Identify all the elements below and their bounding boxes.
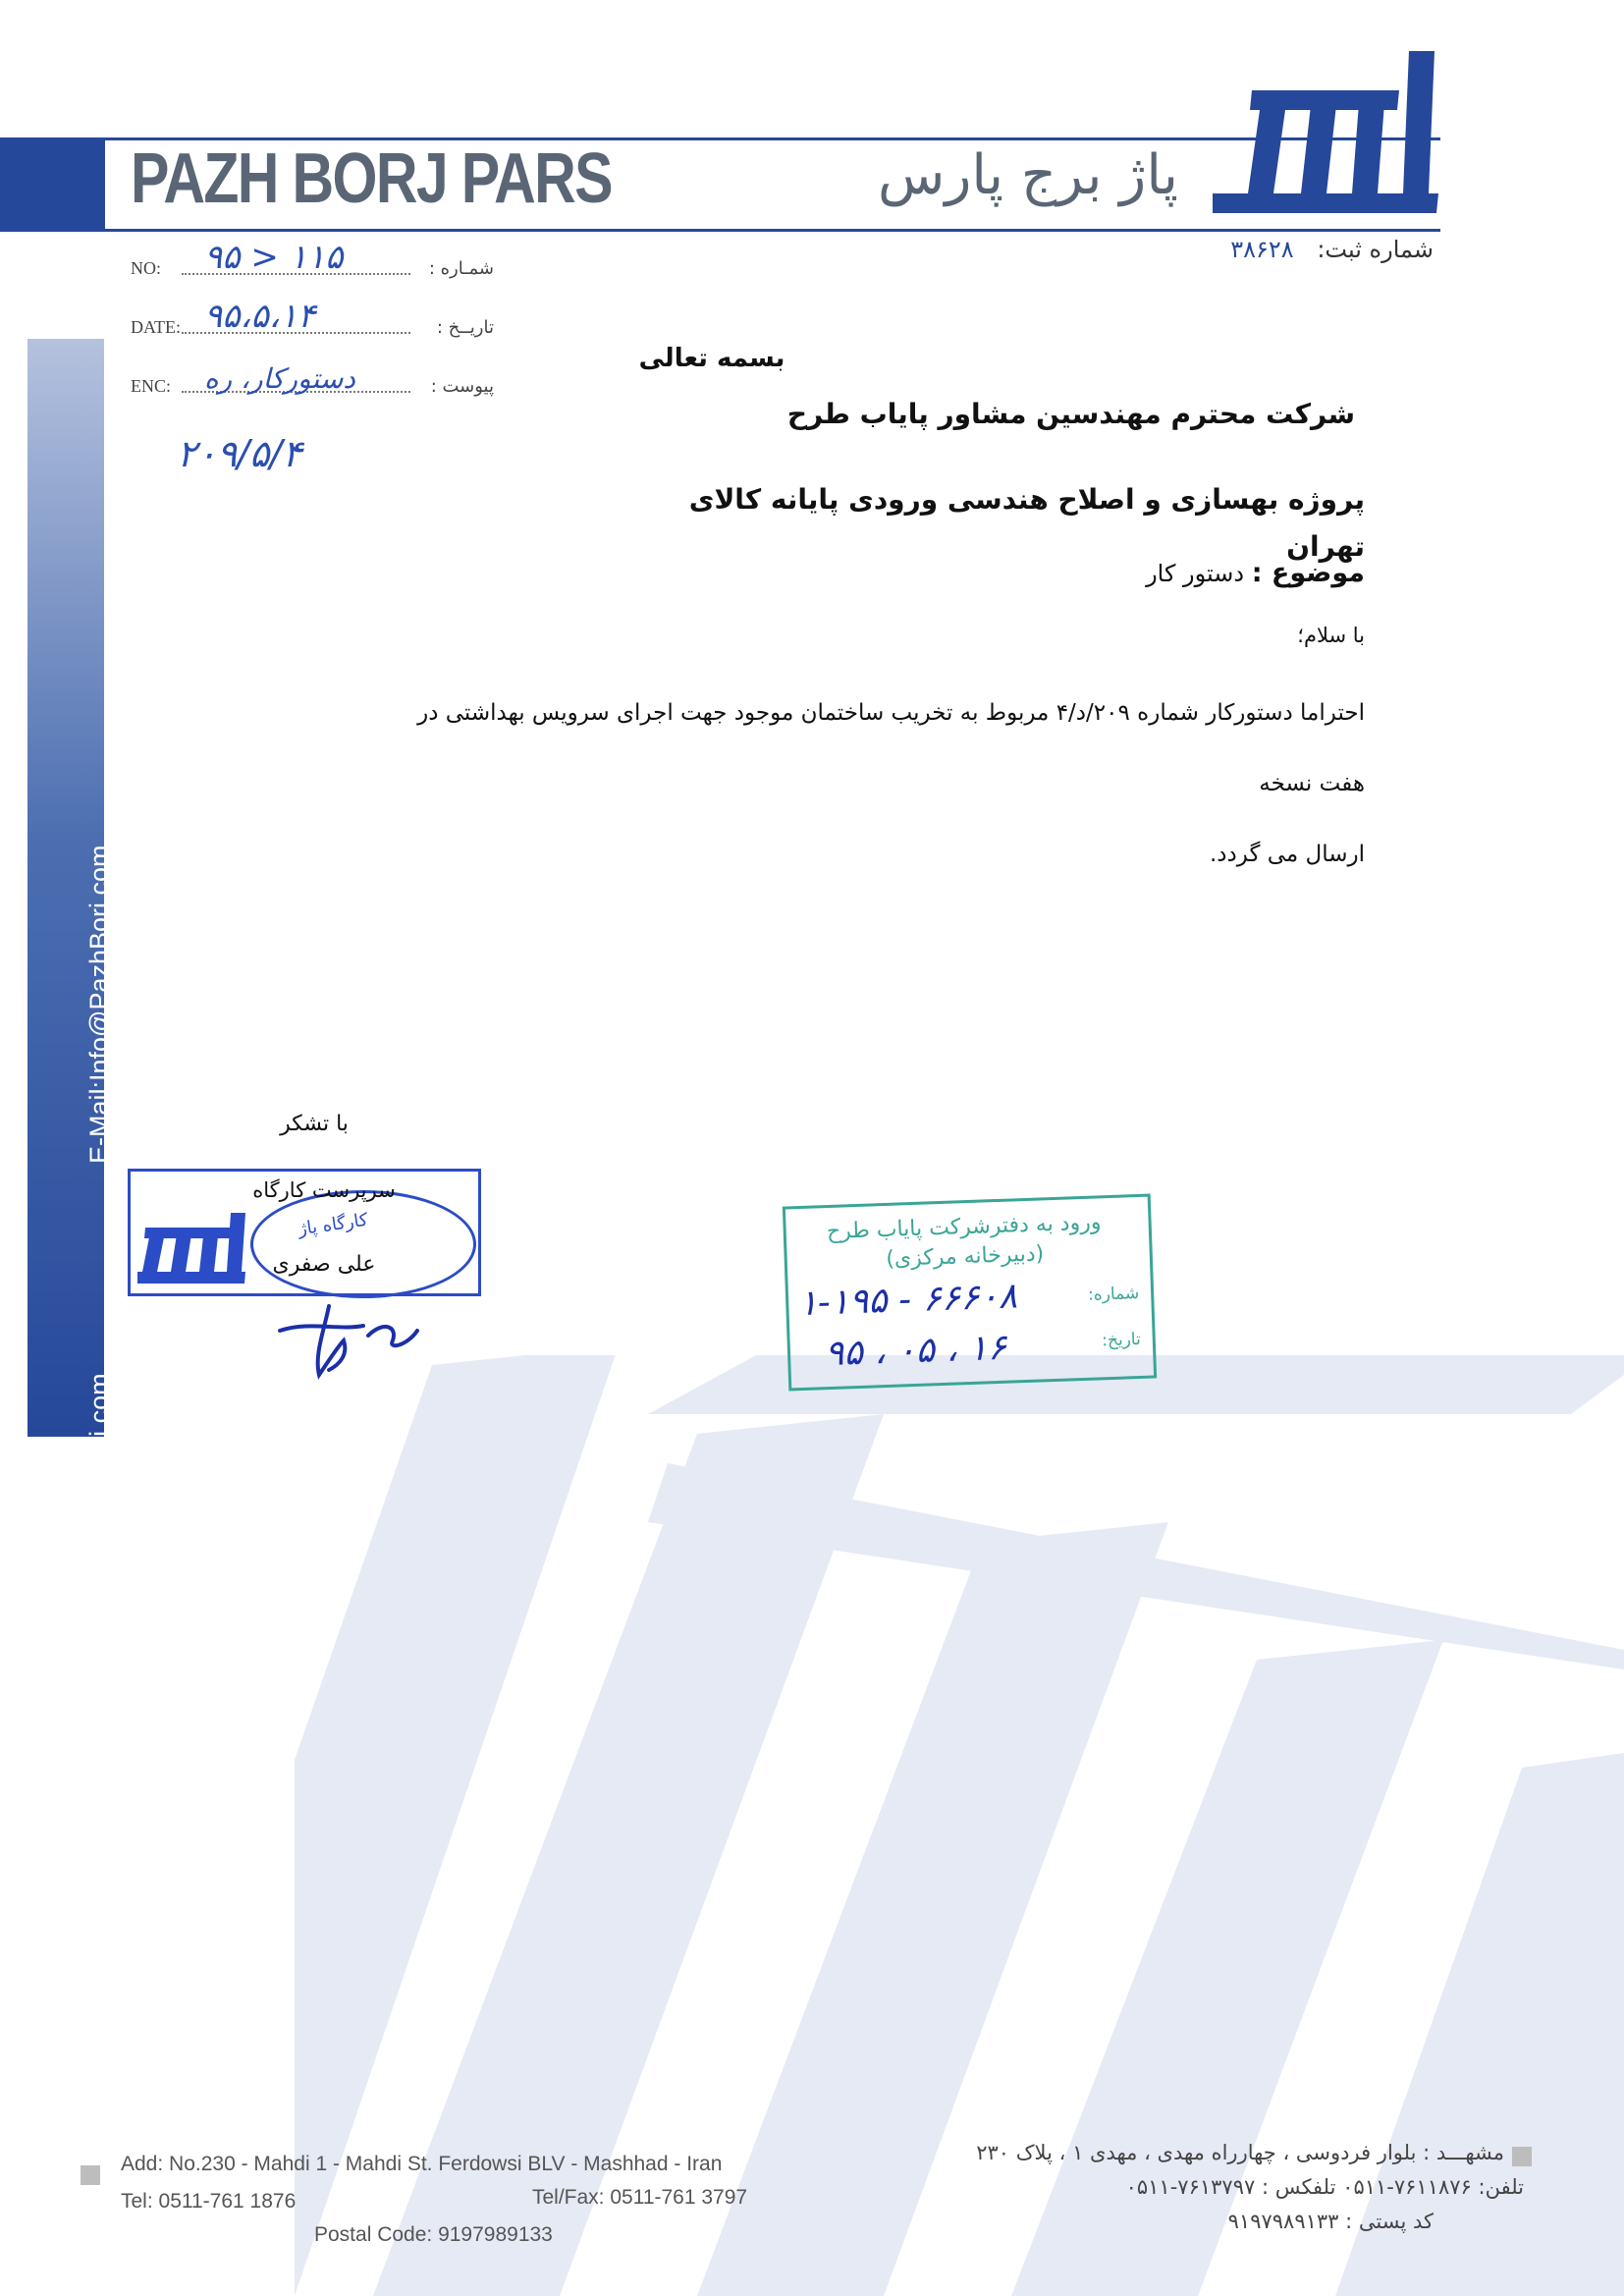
handwritten-signature <box>270 1301 427 1380</box>
bismillah-heading: بسمه تعالی <box>638 344 785 373</box>
signatory-name: علی صفری <box>272 1252 376 1277</box>
closing-thanks: با تشکر <box>280 1112 349 1136</box>
stamp-logo-icon <box>137 1213 255 1286</box>
registration-label: شماره ثبت: <box>1317 236 1434 263</box>
meta-number-row <box>131 238 494 285</box>
meta-number-label-en: NO: <box>131 258 161 278</box>
stamp-text: کارگاه پاژ <box>297 1209 369 1240</box>
meta-enclosure-row <box>131 363 494 403</box>
footer-tel-fa: تلفن: ۷۶۱۱۸۷۶-۰۵۱۱ تلفکس : ۷۶۱۳۷۹۷-۰۵۱۱ <box>1125 2175 1524 2199</box>
footer-bullet-fa <box>1512 2147 1532 2166</box>
company-name-en: PAZH BORJ PARS <box>131 139 612 218</box>
meta-date-row <box>131 297 494 344</box>
meta-enclosure-label-fa: پیوست : <box>430 376 494 397</box>
sidebar-website: Web Site: www.PazhBorj.com <box>84 1373 114 1723</box>
footer-postal-fa: کد پستی : ۹۱۹۷۹۸۹۱۳۳ <box>1227 2210 1434 2233</box>
receipt-date-value: ۹۵ ، ۰۵ ، ۱۶ <box>824 1327 1007 1375</box>
stamp-ellipse <box>250 1190 476 1298</box>
receipt-title-line-1: ورود به دفترشرکت پایاب طرح <box>826 1210 1102 1245</box>
meta-number-value: ۹۵ > ۱۱۵ <box>204 238 344 277</box>
project-title: پروژه بهسازی و اصلاح هندسی ورودی پایانه کالای تهران <box>688 483 1365 563</box>
receipt-date-label: تاریخ: <box>1101 1329 1142 1351</box>
meta-date-value: ۹۵،۵،۱۴ <box>204 297 316 336</box>
letter-body <box>378 678 1365 890</box>
signatory-title: سرپرست کارگاه <box>252 1178 396 1202</box>
recipient: شرکت محترم مهندسین مشاور پایاب طرح <box>786 398 1355 430</box>
body-line-1: احتراما دستورکار شماره ۲۰۹/د/۴ مربوط به تخریب ساختمان موجود جهت اجرای سرویس بهداشتی در هفت نسخه <box>417 700 1365 796</box>
receipt-title-line-2: (دبیرخانه مرکزی) <box>885 1241 1045 1272</box>
meta-date-label-fa: تاریــخ : <box>436 317 494 338</box>
subject-label: موضوع : <box>1251 558 1365 588</box>
receipt-number-value: ۱-۱۹۵ - ۶۶۶۰۸ <box>797 1276 1018 1325</box>
receipt-number-label: شماره: <box>1087 1283 1140 1305</box>
header-accent-strip <box>0 137 105 232</box>
footer-address-fa: مشهـــد : بلوار فردوسی ، چهارراه مهدی ، مهدی ۱ ، پلاک ۲۳۰ <box>976 2141 1504 2164</box>
greeting: با سلام؛ <box>1297 624 1365 647</box>
footer-bullet-en <box>81 2165 100 2185</box>
registration-number <box>1178 236 1434 263</box>
handwritten-date: ۲۰۹/۵/۴ <box>177 432 302 475</box>
body-line-2: ارسال می گردد. <box>1209 842 1365 867</box>
registration-value: ۳۸۶۲۸ <box>1230 236 1294 263</box>
company-name-fa: پاژ برج پارس <box>878 143 1178 207</box>
footer-postal-en: Postal Code: 9197989133 <box>314 2223 553 2246</box>
meta-enclosure-value: دستورکار، ره <box>204 362 355 395</box>
subject-value: دستور کار <box>1146 560 1245 587</box>
footer-tel-en: Tel: 0511-761 1876 <box>121 2190 297 2213</box>
sidebar-email: E-Mail:Info@PazhBorj.com <box>84 845 114 1164</box>
footer-fax-en: Tel/Fax: 0511-761 3797 <box>532 2186 748 2209</box>
footer-address-en: Add: No.230 - Mahdi 1 - Mahdi St. Ferdowsi BLV - Mashhad - Iran <box>121 2153 723 2175</box>
company-logo-icon <box>1213 51 1448 228</box>
receipt-stamp <box>783 1194 1157 1392</box>
receipt-title <box>796 1207 1132 1278</box>
meta-number-label-fa: شمـاره : <box>428 258 494 279</box>
left-sidebar-band <box>27 339 114 1723</box>
meta-enclosure-label-en: ENC: <box>131 376 172 396</box>
subject-line <box>982 558 1365 588</box>
meta-date-label-en: DATE: <box>131 317 181 337</box>
